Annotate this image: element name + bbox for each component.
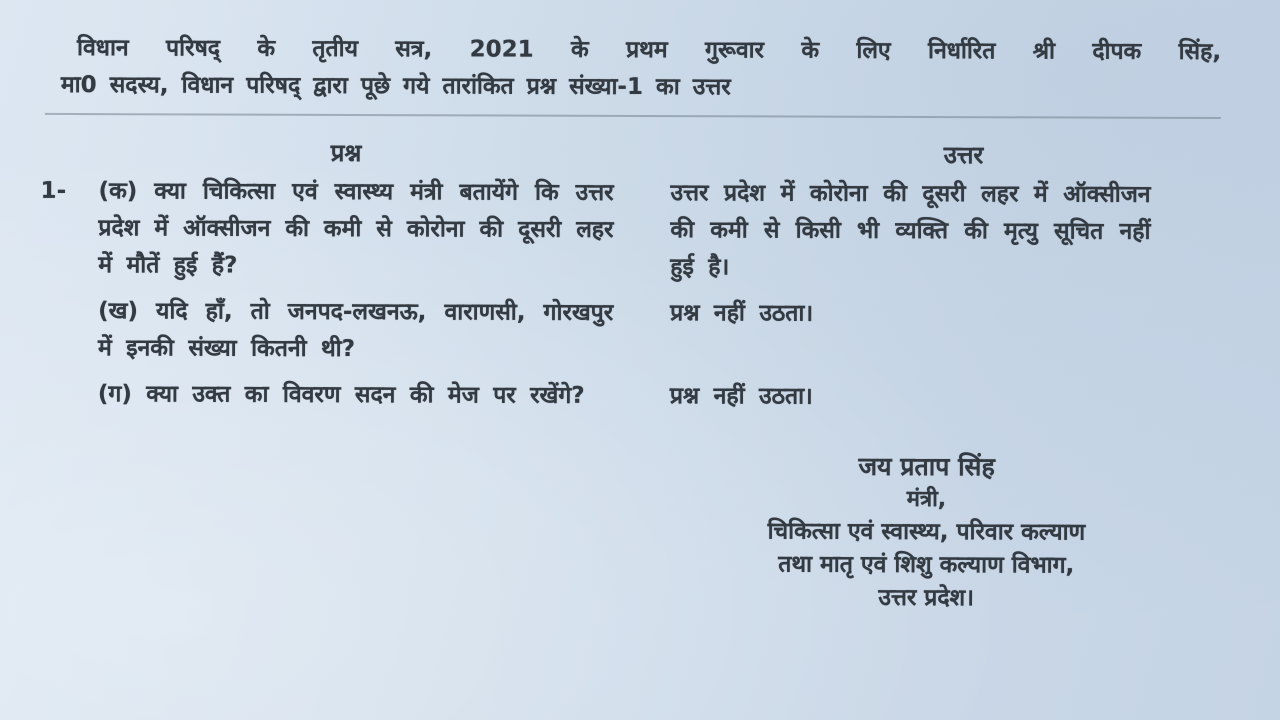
column-headings-row <box>41 129 1221 177</box>
answer-column-heading: उत्तर <box>943 141 984 170</box>
signatory-department-line-3: उत्तर प्रदेश। <box>878 584 974 612</box>
question-number: 1- <box>40 177 67 204</box>
answer-text-kha: प्रश्न नहीं उठता। <box>670 300 814 327</box>
header-divider-line <box>45 113 1221 119</box>
question-column-heading: प्रश्न <box>330 138 362 168</box>
header-line-1: विधान परिषद् के तृतीय सत्र, 2021 के प्रथम गुरूवार के लिए निर्धारित श्री दीपक सिंह, <box>77 35 1222 66</box>
question-number-spacer <box>40 376 98 413</box>
signatory-department-line-1: चिकित्सा एवं स्वास्थ्य, परिवार कल्याण <box>767 518 1086 546</box>
qa-table <box>40 173 1221 417</box>
signatory-designation: मंत्री, <box>906 486 947 513</box>
signatory-name: जय प्रताप सिंह <box>858 451 995 482</box>
header-line-2: मा0 सदस्य, विधान परिषद् द्वारा पूछे गये तारांकित प्रश्न संख्या-1 का उत्तर <box>60 71 731 101</box>
answer-text-ga: प्रश्न नहीं उठता। <box>669 383 813 410</box>
question-text-ga: (ग) क्या उक्त का विवरण सदन की मेज पर रखेंगे? <box>97 381 585 409</box>
answer-text-ka: उत्तर प्रदेश में कोरोना की दूसरी लहर में ऑक्सीजन की कमी से किसी भी व्यक्ति की मृत्यु सूचित नहीं हुई है। <box>670 180 1151 281</box>
question-text-ka: (क) क्या चिकित्सा एवं स्वास्थ्य मंत्री बतायेंगे कि उत्तर प्रदेश में ऑक्सीजन की कमी से कोरोना की दूसरी लहर में मौतें हुई हैं? <box>98 178 614 279</box>
question-number-spacer <box>40 293 98 367</box>
question-text-kha: (ख) यदि हाँ, तो जनपद-लखनऊ, वाराणसी, गोरखपुर में इनकी संख्या कितनी थी? <box>97 298 614 363</box>
signatory-department-line-2: तथा मातृ एवं शिशु कल्याण विभाग, <box>778 551 1075 579</box>
signature-block <box>691 449 1162 616</box>
